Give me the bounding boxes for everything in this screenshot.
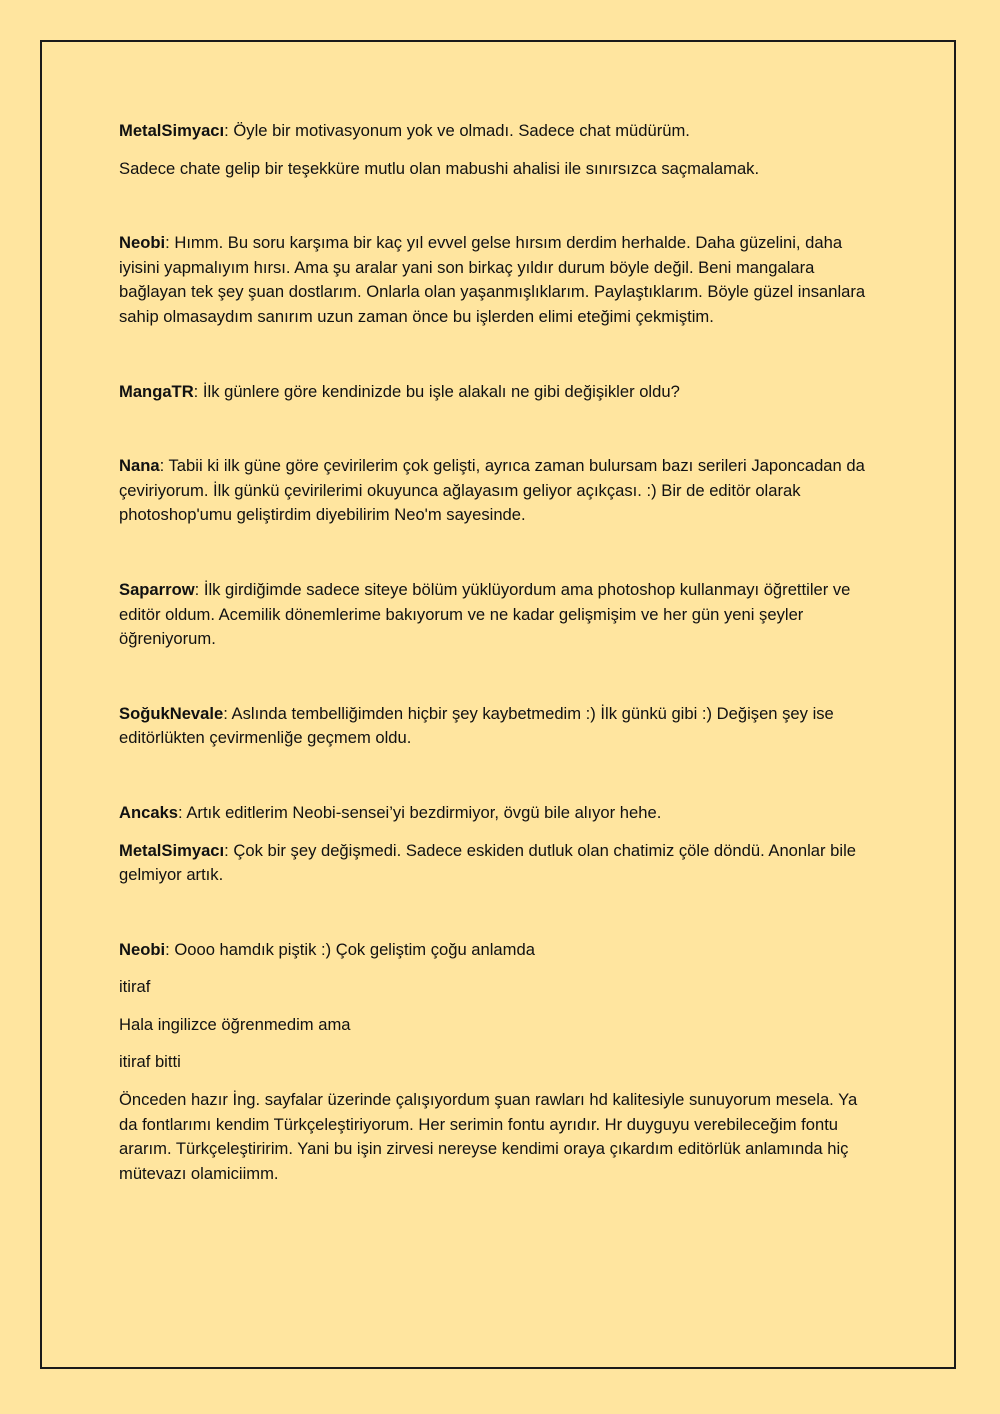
paragraph-metalsimyaci-3 [119, 839, 879, 888]
paragraph-mangatr-question [119, 380, 879, 405]
paragraph-text: Sadece chate gelip bir teşekküre mutlu olan mabushi ahalisi ile sınırsızca saçmalamak. [119, 158, 760, 178]
paragraph-text: : Artık editlerim Neobi-sensei’yi bezdirmiyor, övgü bile alıyor hehe. [178, 802, 662, 822]
paragraph-neobi-2 [119, 938, 879, 963]
paragraph-metalsimyaci-1 [119, 119, 879, 144]
paragraph-text: : Tabii ki ilk güne göre çevirilerim çok gelişti, ayrıca zaman bulursam bazı serileri Japoncadan da çeviriyorum. İlk günkü çevirilerimi okuyunca ağlayasım geliyor açıkçası. :) Bir de editör olarak photoshop'umu geliştirdim diyebilirim Neo'm sayesinde. [119, 456, 865, 525]
paragraph-neobi-3 [119, 975, 879, 1000]
speaker-name: SoğukNevale [119, 703, 224, 723]
speaker-name: MetalSimyacı [119, 840, 225, 860]
interview-text [119, 119, 879, 1186]
speaker-name: Ancaks [119, 802, 179, 822]
paragraph-saparrow [119, 578, 879, 652]
paragraph-text: Önceden hazır İng. sayfalar üzerinde çalışıyordum şuan rawları hd kalitesiyle sunuyorum mesela. Ya da fontlarımı kendim Türkçeleştiriyorum. Her serimin fontu ayrıdır. Hr duyguyu verebileceğim fontu ararım. Türkçeleştiririm. Yani bu işin zirvesi nereyse kendimi oraya çıkardım editörlük anlamında hiç mütevazı olamiciimm. [119, 1090, 858, 1183]
paragraph-neobi-5 [119, 1050, 879, 1075]
paragraph-ancaks [119, 801, 879, 826]
paragraph-text: : İlk girdiğimde sadece siteye bölüm yüklüyordum ama photoshop kullanmayı öğrettiler ve editör oldum. Acemilik dönemlerime bakıyorum ve ne kadar gelişmişim ve her gün yeni şeyler öğreniyorum. [119, 579, 851, 649]
paragraph-metalsimyaci-2 [119, 157, 879, 182]
paragraph-neobi-4 [119, 1013, 879, 1038]
paragraph-nana [119, 454, 879, 528]
paragraph-text: Hala ingilizce öğrenmedim ama [119, 1014, 351, 1034]
paragraph-neobi-1 [119, 231, 879, 329]
speaker-name: Nana [119, 456, 160, 476]
speaker-name: MangaTR [119, 381, 194, 401]
speaker-name: MetalSimyacı [119, 121, 225, 140]
speaker-name: Neobi [119, 233, 166, 253]
paragraph-text: : Öyle bir motivasyonum yok ve olmadı. Sadece chat müdürüm. [224, 121, 690, 140]
paragraph-neobi-6 [119, 1088, 879, 1186]
paragraph-text: : Oooo hamdık piştik :) Çok geliştim çoğu anlamda [165, 939, 535, 959]
paragraph-text: itiraf [119, 977, 151, 997]
paragraph-text: : İlk günlere göre kendinizde bu işle alakalı ne gibi değişikler oldu? [193, 381, 680, 401]
speaker-name: Saparrow [119, 579, 195, 599]
paragraph-text: : Aslında tembelliğimden hiçbir şey kaybetmedim :) İlk günkü gibi :) Değişen şey ise editörlükten çevirmenliğe geçmem oldu. [119, 703, 834, 748]
speaker-name: Neobi [119, 939, 166, 959]
paragraph-text: : Hımm. Bu soru karşıma bir kaç yıl evvel gelse hırsım derdim herhalde. Daha güzelini, daha iyisini yapmalıyım hırsı. Ama şu aralar yani son birkaç yıldır durum böyle değil. Beni mangalara bağlayan tek şey şuan dostlarım. Onlarla olan yaşanmışlıklarım. Paylaştıklarım. Böyle güzel insanlara sahip olmasaydım sanırım uzun zaman önce bu işlerden elimi eteğimi çekmiştim. [119, 233, 866, 326]
paragraph-text: : Çok bir şey değişmedi. Sadece eskiden dutluk olan chatimiz çöle döndü. Anonlar bile gelmiyor artık. [119, 840, 857, 885]
paragraph-soguknevale [119, 702, 879, 751]
paragraph-text: itiraf bitti [119, 1052, 181, 1072]
